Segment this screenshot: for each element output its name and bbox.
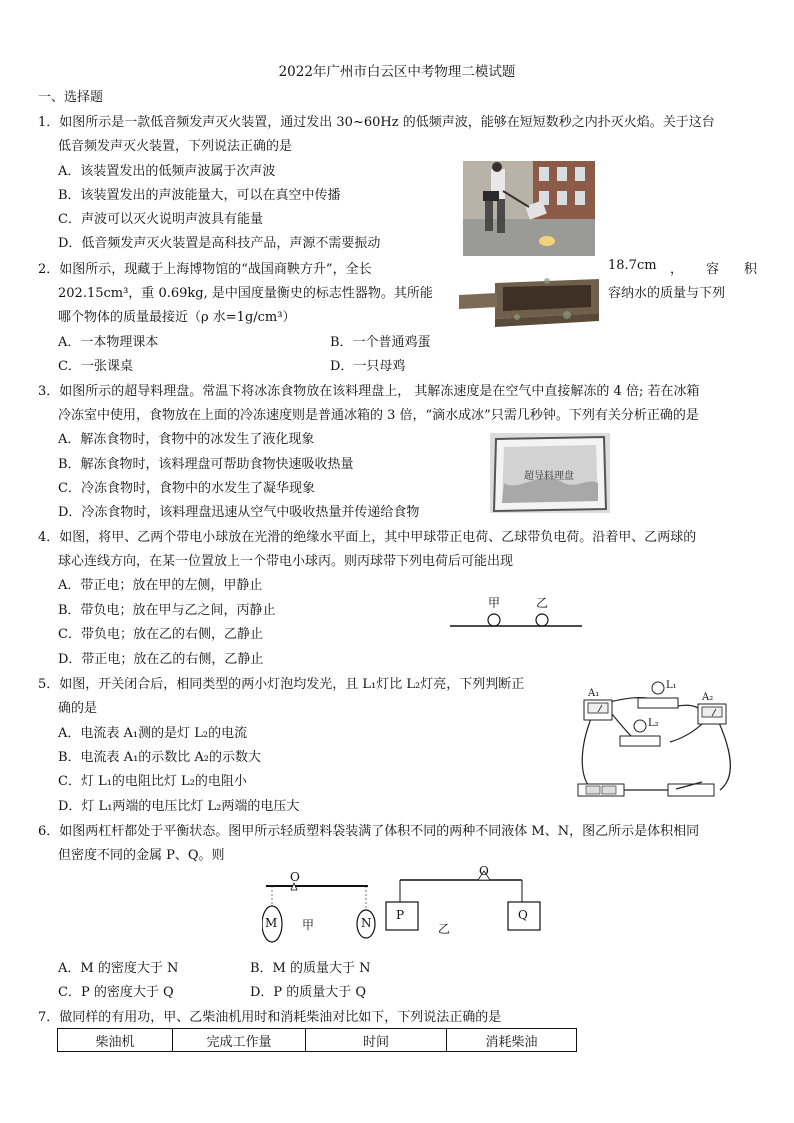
- q2-length-value: 18.7cm: [608, 258, 657, 273]
- q3-photo-superconducting-plate: [490, 433, 610, 513]
- q6-label-o-jia: O: [290, 870, 300, 884]
- q2-photo-bronze-measure: [457, 267, 603, 337]
- section-heading: 一、选择题: [38, 90, 104, 105]
- q2-stem-line3: 哪个物体的质量最接近（ρ 水=1g/cm³）: [58, 310, 296, 325]
- q2-stem-line1: 2．如图所示，现藏于上海博物馆的“战国商鞅方升”，全长: [38, 262, 372, 277]
- q2-word-ji: 积: [744, 262, 758, 277]
- q6-label-m: M: [265, 916, 278, 930]
- q5-ammeter-a2-icon: [698, 704, 726, 724]
- q3-stem-line1: 3．如图所示的超导料理盘。常温下将冰冻食物放在该料理盘上， 其解冻速度是在空气中直接解冻的 4 倍; 若在冰箱: [38, 384, 700, 399]
- q1-option-b: B．该装置发出的声波能量大，可以在真空中传播: [58, 188, 341, 203]
- q1-option-a: A．该装置发出的低频声波属于次声波: [58, 164, 276, 179]
- q6-label-jia: 甲: [302, 918, 315, 932]
- q2-stem-line2a: 202.15cm³，重 0.69kg, 是中国度量衡史的标志性器物。其所能: [58, 286, 433, 301]
- q1-option-d: D．低音频发声灭火装置是高科技产品，声源不需要振动: [58, 236, 381, 251]
- q5-option-a: A．电流表 A₁测的是灯 L₂的电流: [58, 726, 248, 741]
- q6-option-d: D．P 的质量大于 Q: [250, 985, 367, 1000]
- q3-plate-label: 超导料理盘: [524, 471, 574, 482]
- table-header-row: [58, 1029, 577, 1052]
- q1-photo-sonic-extinguisher: [463, 161, 595, 256]
- q5-label-a2: A₂: [702, 692, 714, 703]
- q4-option-a: A．带正电；放在甲的左侧，甲静止: [58, 578, 263, 593]
- q5-label-a1: A₁: [588, 688, 600, 699]
- table-header-cell: 消耗柴油: [447, 1029, 577, 1052]
- q1-stem-line2: 低音频发声灭火装置，下列说法正确的是: [58, 139, 293, 154]
- q3-option-b: B．解冻食物时，该料理盘可帮助食物快速吸收热量: [58, 457, 354, 472]
- q6-option-a: A．M 的密度大于 N: [58, 961, 179, 976]
- q6-label-n: N: [361, 916, 372, 930]
- q6-label-o-yi: O: [479, 866, 489, 878]
- q2-option-c: C．一张课桌: [58, 359, 133, 374]
- q2-option-a: A．一本物理课本: [58, 335, 159, 350]
- q7-stem-line1: 7．做同样的有用功，甲、乙柴油机用时和消耗柴油对比如下，下列说法正确的是: [38, 1010, 502, 1025]
- q4-option-b: B．带负电；放在甲与乙之间，丙静止: [58, 603, 276, 618]
- q5-label-l1: L₁: [666, 680, 677, 691]
- q3-option-c: C．冷冻食物时，食物中的水发生了凝华现象: [58, 481, 315, 496]
- page-title: 2022年广州市白云区中考物理二模试题: [278, 64, 516, 80]
- q5-label-l2: L₂: [648, 718, 659, 729]
- q4-stem-line2: 球心连线方向，在某一位置放上一个带电小球丙。则丙球带下列电荷后可能出现: [58, 554, 514, 569]
- q5-option-d: D．灯 L₁两端的电压比灯 L₂两端的电压大: [58, 799, 300, 814]
- q6-stem-line2: 但密度不同的金属 P、Q。则: [58, 848, 225, 863]
- q2-stem-line2b: 容纳水的质量与下列: [608, 286, 726, 301]
- q5-circuit-diagram: [570, 676, 750, 802]
- q3-stem-line2: 冷冻室中使用，食物放在上面的冷冻速度则是普通冰箱的 3 倍，“滴水成冰”只需几秒钟。下列有关分析正确的是: [58, 408, 699, 423]
- q5-battery-icon: [578, 784, 624, 796]
- q2-word-rong: 容: [706, 262, 720, 277]
- table-header-cell: 时间: [306, 1029, 447, 1052]
- q5-switch-icon: [668, 782, 714, 796]
- q4-stem-line1: 4．如图，将甲、乙两个带电小球放在光滑的绝缘水平面上，其中甲球带正电荷、乙球带负电荷。沿着甲、乙两球的: [38, 530, 697, 545]
- q6-label-q: Q: [518, 908, 528, 922]
- q4-option-d: D．带正电；放在乙的右侧，乙静止: [58, 652, 264, 667]
- q6-lever-diagrams: [262, 866, 546, 948]
- q2-comma: ，: [670, 262, 684, 277]
- q4-ball-yi: [536, 614, 548, 626]
- q1-stem-line1: 1．如图所示是一款低音频发声灭火装置，通过发出 30~60Hz 的低频声波，能够在短短数秒之内扑灭火焰。关于这台: [38, 115, 715, 130]
- q4-option-c: C．带负电；放在乙的右侧，乙静止: [58, 627, 263, 642]
- q6-label-yi: 乙: [438, 922, 451, 936]
- q4-diagram-charged-balls: [448, 594, 584, 634]
- q5-option-b: B．电流表 A₁的示数比 A₂的示数大: [58, 750, 262, 765]
- q5-stem-line2: 确的是: [58, 701, 98, 716]
- q2-option-d: D．一只母鸡: [330, 359, 406, 374]
- q6-stem-line1: 6．如图两杠杆都处于平衡状态。图甲所示轻质塑料袋装满了体积不同的两种不同液体 M、N，图乙所示是体积相同: [38, 824, 700, 839]
- q2-option-b: B．一个普通鸡蛋: [330, 335, 431, 350]
- q3-option-a: A．解冻食物时，食物中的冰发生了液化现象: [58, 432, 315, 447]
- q3-option-d: D．冷冻食物时，该料理盘迅速从空气中吸收热量并传递给食物: [58, 505, 420, 520]
- q1-option-c: C．声波可以灭火说明声波具有能量: [58, 212, 263, 227]
- q4-label-yi: 乙: [536, 596, 549, 610]
- q6-label-p: P: [396, 908, 405, 922]
- q5-stem-line1: 5．如图，开关闭合后，相同类型的两小灯泡均发光，且 L₁灯比 L₂灯亮，下列判断正: [38, 677, 525, 692]
- q4-ball-jia: [488, 614, 500, 626]
- q5-ammeter-a1-icon: [584, 700, 612, 720]
- q7-comparison-table: [57, 1028, 577, 1052]
- q6-option-b: B．M 的质量大于 N: [250, 961, 371, 976]
- table-header-cell: 柴油机: [58, 1029, 173, 1052]
- q6-option-c: C．P 的密度大于 Q: [58, 985, 174, 1000]
- q4-label-jia: 甲: [488, 596, 501, 610]
- table-header-cell: 完成工作量: [173, 1029, 306, 1052]
- q5-option-c: C．灯 L₁的电阻比灯 L₂的电阻小: [58, 774, 247, 789]
